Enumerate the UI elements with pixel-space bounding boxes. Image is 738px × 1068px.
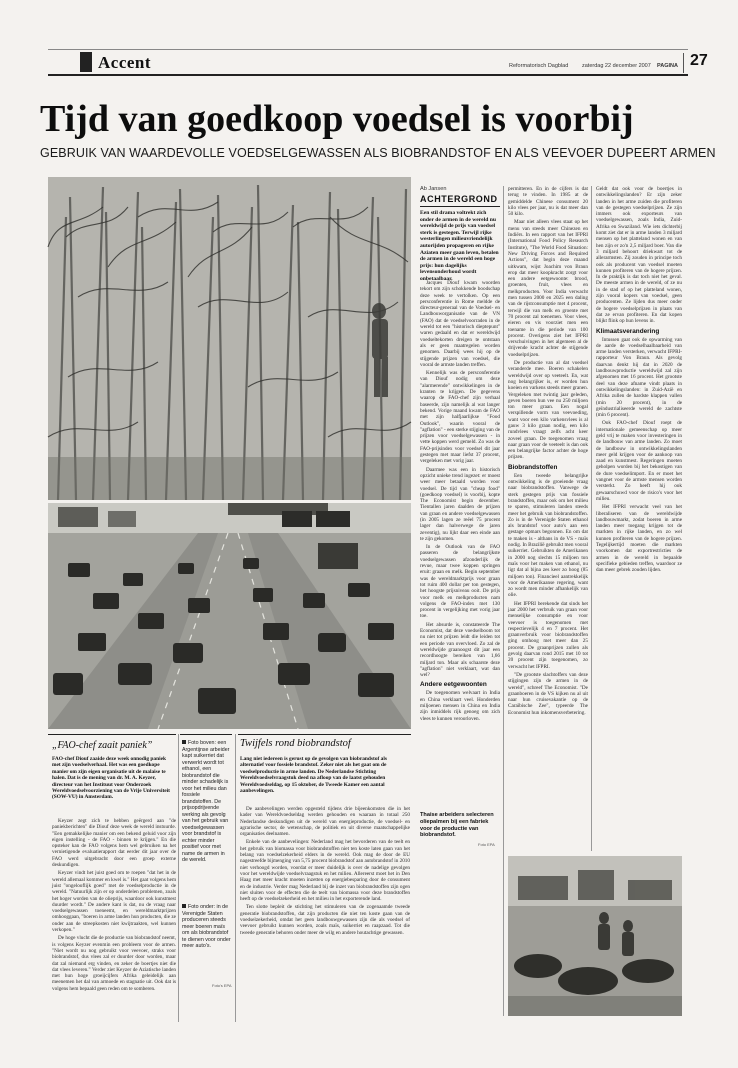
photo-highway-traffic — [48, 503, 411, 729]
second-article-p3: Ten slotte bepleit de stichting het stimuleren van de zogenaamde tweede generatie biobrandstoffen, dat zijn producten die niet ten koste gaan van de voedselzekerheid, omdat het geen landbouwgewassen zijn die als voedsel of veevoer gebruikt kunnen worden, zoals maïs, suikerriet en raapzaad. Tot die tweede generatie behoren onder meer de wilg en andere houtachtige gewassen. — [240, 904, 410, 936]
main-col2-tail-p1: Een tweede belangrijke ontwikkeling is de groeiende vraag naar biobrandstoffen. Vanwege de sterk gestegen prijs van fossiele brandstoffen, maar ook om het milieu te sparen, stimuleren landen steeds meer het gebruik van biobrandstoffen. Zo is in de Verenigde Staten ethanol als brandstof voor auto's aan een gestage opmars begonnen. En om dat te maken is - althans in de VS - maïs nodig. In Brazilië gebruikt men vooral suikerriet. Gebruikten de Amerikanen in 2000 nog slechts 15 miljoen ton maïs voor het maken van ethanol, nu ligt dat al bijna zes keer zo hoog (85 miljoen ton). Financieel aantrekkelijk voor de Amerikaanse regering, want zo wordt men minder afhankelijk van olie. — [508, 472, 588, 599]
second-article-top-rule — [238, 734, 411, 735]
photo-caption-oliepalm-credit: Foto EPA — [478, 842, 495, 847]
main-col1-p5: Het absurde is, constateerde The Economist, dat deze voedselboom tot nu niet tot prijzen leidt die leiden tot een periode van overvloed. Zo zal de wereldwijde graanoogst dit jaar een recordhoogte bereiken van 1,66 miljard ton. Maar als schaarste deze "agflation" niet verklaart, wat dan wel? — [420, 621, 500, 679]
subhead-eetgewoonten: Andere eetgewoonten — [420, 681, 487, 689]
caption-photo-top — [182, 740, 232, 864]
highway-illustration — [48, 503, 411, 729]
side-column-title: „FAO-chef zaait paniek” — [52, 740, 153, 751]
second-article-body — [240, 806, 410, 1022]
caption-top-marker — [182, 740, 186, 744]
main-byline: Ab Jansen — [420, 186, 447, 192]
main-col3 — [596, 186, 682, 848]
side-column-lead: FAO-chef Diouf zaaide deze week onnodig paniek met zijn voedselverhaal. Het was een goedkope manier om zijn eigen organisatie uit de malaise te halen. Dat is de mening van dr. M. A. Keyzer, directeur van het Instituut voor Onderzoek Wereldvoedselvoorziening van de Vrije Universiteit (SOW-VU) in Amsterdam. — [52, 756, 170, 801]
second-article-p2: Enkele van de aanbevelingen: Nederland mag het bevorderen van de teelt en het gebruik van biomassa voor biobrandstoffen niet ten koste laten gaan van het belang van voedselzekerheid elders in de wereld. Ook mag de door de EU nagestreefde bijmenging van 5,75 procent biobrandstof aan autobrandstof in 2010 niet verhoogd worden, voordat er meer duidelijk is over de nadelige gevolgen voor het wereldwijde voedselvraagstuk en het milieu. Allereerst moet het in Den Haag met meer kracht moeten inzetten op energiebesparing door de consument en de industrie. Verder mag Nederland bij de inzet van biobrandstoffen zijn ogen niet sluiten voor de effecten die de teelt van biomassa voor deze brandstoffen heeft op de voedselzekerheid en het milieu in het exporterende land. — [240, 839, 410, 903]
main-col3-p1: Geldt dat ook voor de boertjes in ontwikkelingslanden? Er zijn zeker landen in het arme zuiden die profiteren van de gestegen voedselprijzen. Ze zijn immers ook exporteurs van voedselgewassen, zoals India, Zuid-Afrika en Swaziland. Wie iets dichterbij komt ziet dat er in arme landen 3 miljard mensen op het platteland wonen en van hen zijn er zo'n 2,5 miljard boer. Van die 3 miljard behoort driekwart tot de allerarmsten. Zij zouden in principe toch ook als producent van voedsel moeten kunnen profiteren van de hogere prijzen. In de praktijk is dat toch niet het geval. De meeste armen in de wereld, of ze nu in de stad of op het platteland wonen, zijn vooral kopers van voedsel, geen producenten. Ze lijden dus meer onder de hogere voedselprijzen in plaats van dat ze ervan profiteren. En dat kopen blijkt flink op hun levens in. — [596, 186, 682, 325]
page-number-divider — [683, 53, 684, 73]
header-bottom-rule — [48, 74, 688, 76]
side-column-p2: Keyzer vindt het juist goed om te roepen "dat het in de wereld allemaal kommer en kwel is." Het gaat volgens hem juist "ongelooflijk goed" met de voedselproductie in de wereld. "Natuurlijk zijn er op onderdelen problemen, zoals het hoger worden van de olieprijs, waardoor ook kunstmest duurder wordt." De andere kant is dat, nu de vraag naar voedselgewassen toeneemt, en wereldmarktprijzen omhooggaan, "boeren in arme landen hun producten, die ze onder aan de streepkosten niet kwijtraakten, wel kunnen verkopen." — [52, 870, 176, 934]
publication-name: Reformatorisch Dagblad — [509, 63, 569, 69]
photo-caption-oliepalm: Thaise arbeiders selecteren oliepalmen bij een fabriek voor de productie van biobrandstof. — [420, 812, 494, 839]
side-column-body — [52, 818, 176, 1022]
main-col2-p2: Maar niet alleen vlees staat op het menu van steeds meer Chinezen en Indiërs. In een rapport van het IFPRI (International Food Policy Research Institute), "The World Food Situation: New Driving Forces and Required Actions", dat begin deze maand uitkwam, wijst Joachim von Braun erop dat meer koopkracht zorgt voor een andere eetgewoonte: brood, groenten, fruit, vlees en melkproducten. Voor India verwacht men tussen 2000 en 2025 een daling van de rijstconsumptie met 4 procent, terwijl die van melk en groente met 70 procent zal toenemen. Voor vlees, eieren en vis voorziet men een toename in die periode van 100 procent. Overigens ziet het IFPRI verschuivingen in het algemeen al de drijvende kracht achter de stijgende voedselprijzen. — [508, 219, 588, 358]
main-col1-tail-p1: De toegenomen welvaart in India en China verklaart veel. Honderden miljoenen mensen in China en India zijn inmiddels rijk genoeg om zich vlees te kunnen veroorloven. — [420, 690, 500, 722]
caption-left-rule — [178, 734, 179, 1022]
column-rule-2 — [591, 186, 592, 851]
column-rule-1 — [503, 186, 504, 1016]
side-column-p3: De hoge vlucht die de productie van biobrandstof neemt, is volgens Keyzer evenmin een probleem voor de armen. "Niet wordt nu nog gebruikt voor veevoer, straks voor biobrandstof, dus vlees zal er duurder door worden, maar dat zal niemand erg vinden, en zeker de boertjes niet die dat vlees leveren." Verder ziet Keyzer de Aziatische landen met hun hoge groeijcijfers Afrika geleidelijk aan meenemen het dal van armoede en stagnatie uit. Ook dat is volgens hem bepaald geen reden om te somberen. — [52, 935, 176, 992]
caption-right-rule — [235, 734, 236, 1022]
main-col1-p3: Daarmee was een in historisch opzicht unieke trend ingezet: er moest weer meer betaald worden voor voedsel. De tijd van "cheap food" (goedkoop voedsel) is voorbij, kopte The Economist begin december. Tientallen jaren daalden de prijzen van graan en andere voedselgewassen (in 2005 lagen ze reëel 75 procent lager dan halverwege de jaren zeventig), nu lijkt daar een einde aan te zijn gekomen. — [420, 466, 500, 542]
issue-date: zaterdag 22 december 2007 — [582, 63, 651, 69]
caption-top-rule — [180, 734, 232, 735]
second-article-p1: De aanbevelingen werden opgesteld tijdens drie bijeenkomsten die in het kader van Wereldvoedseldag werden gehouden en waaraan in totaal 250 Nederlandse deskundigen uit de wereld van energieproductie, de voedsel- en agrarische sector, de wetenschap, de politiek en uit diverse maatschappelijke organisaties deelnamen. — [240, 806, 410, 838]
subheadline: GEBRUIK VAN WAARDEVOLLE VOEDSELGEWASSEN ALS BIOBRANDSTOF EN ALS VEEVOER DUPEERT ARMEN — [40, 146, 716, 160]
caption-bottom-marker — [182, 904, 186, 908]
headline: Tijd van goedkoop voedsel is voorbij — [40, 98, 634, 140]
main-col2 — [508, 186, 588, 848]
caption-credit: Foto's EPA — [212, 983, 232, 988]
page-number: 27 — [690, 52, 708, 69]
main-col2-p1: permitteren. En in de cijfers is dat terug te vinden. In 1985 at de gemiddelde Chinese consument 20 kilo vlees per jaar, nu is dat meer dan 50 kilo. — [508, 186, 588, 218]
second-article-lead: Lang niet iedereen is gerust op de gevolgen van biobrandstof als alternatief voor fossiele brandstof. Zeker niet als het gaat om de voedselproductie in arme landen. De Nederlandse Stichting Wereldvoedselvraagstuk deed na afloop van de laatst gehouden Wereldvoedseldag, op 15 oktober, de Tweede Kamer een aantal aanbevelingen. — [240, 756, 387, 795]
main-col3-tail-p2: Ook FAO-chef Diouf roept de internationale gemeenschap op meer geld vrij te maken voor investeringen in de landbouw van arme landen. Zo moet de landbouw in ontwikkelingslanden meer geld krijgen voor de aankoop van zaad en kunstmest. Regeringen moeten geholpen worden bij het bekostigen van de dure voedselimport. En er moet het vangnet voor de armste mensen worden versterkt. Zo heeft hij ook gewaarschuwd voor de risico's voor het milieu. — [596, 420, 682, 502]
oliepalm-illustration — [508, 856, 682, 1016]
main-col1 — [420, 280, 500, 808]
main-col3-tail-p3: Het IFPRI verwacht veel van het liberaliseren van de wereldwijde landbouwmarkt, zodat boeren in arme landen meer toegang krijgen tot de markten in rijke landen, en zo wel kunnen profiteren van de hogere prijzen. Tegelijkertijd moeten die markten voorkomen dat exportrestricties de armen in de wereld in bepaalde specifieke gebieden treffen, waardoor ze dan meer gebrek zouden lijden. — [596, 504, 682, 574]
pagina-label: PAGINA — [657, 63, 678, 69]
photo-oliepalm-workers — [508, 856, 682, 1016]
caption-photo-bottom — [182, 904, 232, 950]
main-col2-tail-p2: Het IFPRI berekende dat sinds het jaar 2000 het verbruik van graan voor menselijke consumptie en voor veevoer is toegenomen met respectievelijk 4 en 7 procent. Het graanverbruik voor biobrandstoffen ging omhoog met meer dan 25 procent. De graanprijzen zullen als gevolg daarvan rond 2015 met 10 tot 20 procent zijn toegenomen, zo verwacht het IFPRI. — [508, 600, 588, 670]
side-column-p1: Keyzer zegt zich te hebben geërgerd aan "de paniekberichten" die Diouf deze week de wereld instuurde. "Een gemakkelijke manier om een bekend geluid voor zijn eigen instelling - de FAO - binnen te krijgen." En die opsteker kan de FAO volgens hem wel gebruiken na het vernietigende evaluatierapport dat eerder dit jaar over de FAO werd uitgebracht door een groep externe deskundigen. — [52, 818, 176, 869]
kicker-rule — [420, 206, 500, 207]
section-label: Accent — [98, 53, 152, 72]
photo-sugarcane-worker — [48, 177, 411, 500]
side-top-rule — [48, 734, 176, 735]
second-article-title: Twijfels rond biobrandstof — [240, 738, 351, 749]
main-col1-p4: In de Outlook van de FAO passeren de belangrijkste voedselgewassen afzonderlijk de revue, maar twee koppen springen eruit: graan en melk. Begin september was de wereldmarktprijs voor graan tot ruim 400 dollar per ton gestegen, het hoogste prijsniveau ooit. De prijs voor melk en melkproducten nam volgens de FAO-index met 130 procent in vergelijking met vorig jaar toe. — [420, 544, 500, 620]
main-lead: Een stil drama voltrekt zich onder de armen in de wereld nu wereldwijd de prijs van voedsel sterk is gestegen. Terwijl rijke westerlingen milieuvriendelijk autorijden propageren en rijke Aziaten meer gaan leven, betalen de armen in de wereld een hoge prijs: hun dagelijks levensonderhoud wordt onbetaalbaar. — [420, 210, 499, 282]
caption-top-text: Foto boven: een Argentijnse arbeider kapt suikerriet dat verwerkt wordt tot ethanol, een biobrandstof die minder schadelijk is voor het milieu dan fossiele brandstoffen. De prijsopdrijvende werking als gevolg van het gebruik van voedselgewassen voor brandstof is echter minder positief voor met name de armen in de wereld. — [182, 740, 230, 863]
caption-bottom-text: Foto onder: in de Verenigde Staten produceren steeds meer boeren maïs om als biobrandstof te dienen voor onder meer auto's. — [182, 904, 231, 949]
main-kicker: ACHTERGROND — [420, 194, 498, 204]
sugarcane-illustration — [48, 177, 411, 500]
main-col3-tail-p1: Intussen gaat ook de opwarming van de aarde de voedselhaalbaarheid van arme landen versterken, verwacht IFPRI-rapporteur Von Braun. Als gevolg daarvan denkt hij dat in 2020 de landbouwproductie wereldwijd zal zijn afgenomen met 16 procent. Het grootste deel van deze afname vindt plaats in ontwikkelingslanden: in Zuid-Azië en Afrika zullen de hardste klappen vallen (min 20 procent), in de geïndustrialiseerde wereld de zachtste (min 6 procent). — [596, 336, 682, 419]
main-col1-p2: Kennelijk was de persconferentie van Diouf nodig om deze "alarmerende" ontwikkelingen in de kranten te krijgen. De gegevens waarop de FAO-chef zijn verhaal baseerde, zijn namelijk al wat langer bekend. Vorige maand kwam de FAO met zijn halfjaarlijkse "Food Outlook", waarin vooral de "agflation" - een sterke stijging van de prijzen voor voedselgewassen - in vette koppen werd gemeld. Zo was de FAO-prijsindex voor voedsel dit jaar gestegen met maar liefst 37 procent, vergeleken met vorig jaar. — [420, 370, 500, 465]
header-top-rule — [48, 49, 688, 50]
section-mark — [80, 52, 92, 72]
subhead-biobrandstoffen: Biobrandstoffen — [508, 463, 558, 471]
subhead-klimaatsverandering: Klimaatsverandering — [596, 327, 660, 335]
main-col1-p1: Jacques Diouf kwam woorden tekort om zijn schokkende boodschap deze week te vertolken. Op een persconferentie in Rome meldde de directeur-generaal van de Voedsel- en Landbouworganisatie van de VN (FAO) dat de voedselvoorraden in de wereld tot een "historisch dieptepunt" waren gedaald en dat er wereldwijd voedseltekorten dreigen te ontstaan als er geen maatregelen worden genomen. Daarbij wees hij op de stijgende prijzen van voedsel, die vooral de armste landen treffen. — [420, 280, 500, 368]
main-col2-p3: De productie van al dat voedsel veranderde mee. Boeren schakelen wereldwijd over op veeteelt. En, wat nog belangrijker is, er worden hun koeien en varkens steeds meer granen. Vergeleken met twintig jaar geleden, geven boeren hun vee nu 250 miljoen ton meer graan. Een nogal verspillende vorm van veevoeding, want voor een kilo varkensvlees is al gauw 3 kilo graan nodig, een kilo rundvlees vraagt zelfs acht keer zoveel graan. De toegenomen vraag naar graan voor de veeteelt is dan ook een belangrijke factor achter de hoge prijzen. — [508, 360, 588, 461]
main-col2-tail-p3: "De grootste slachtoffers van deze stijgingen zijn de armen in de wereld", schreef The Economist. "De graanboeren in de VS kijken nu al uit naar hun cruisevakantie op de Caraïbische Zee", typeerde The Economist hun inkomensverbetering. — [508, 671, 588, 716]
